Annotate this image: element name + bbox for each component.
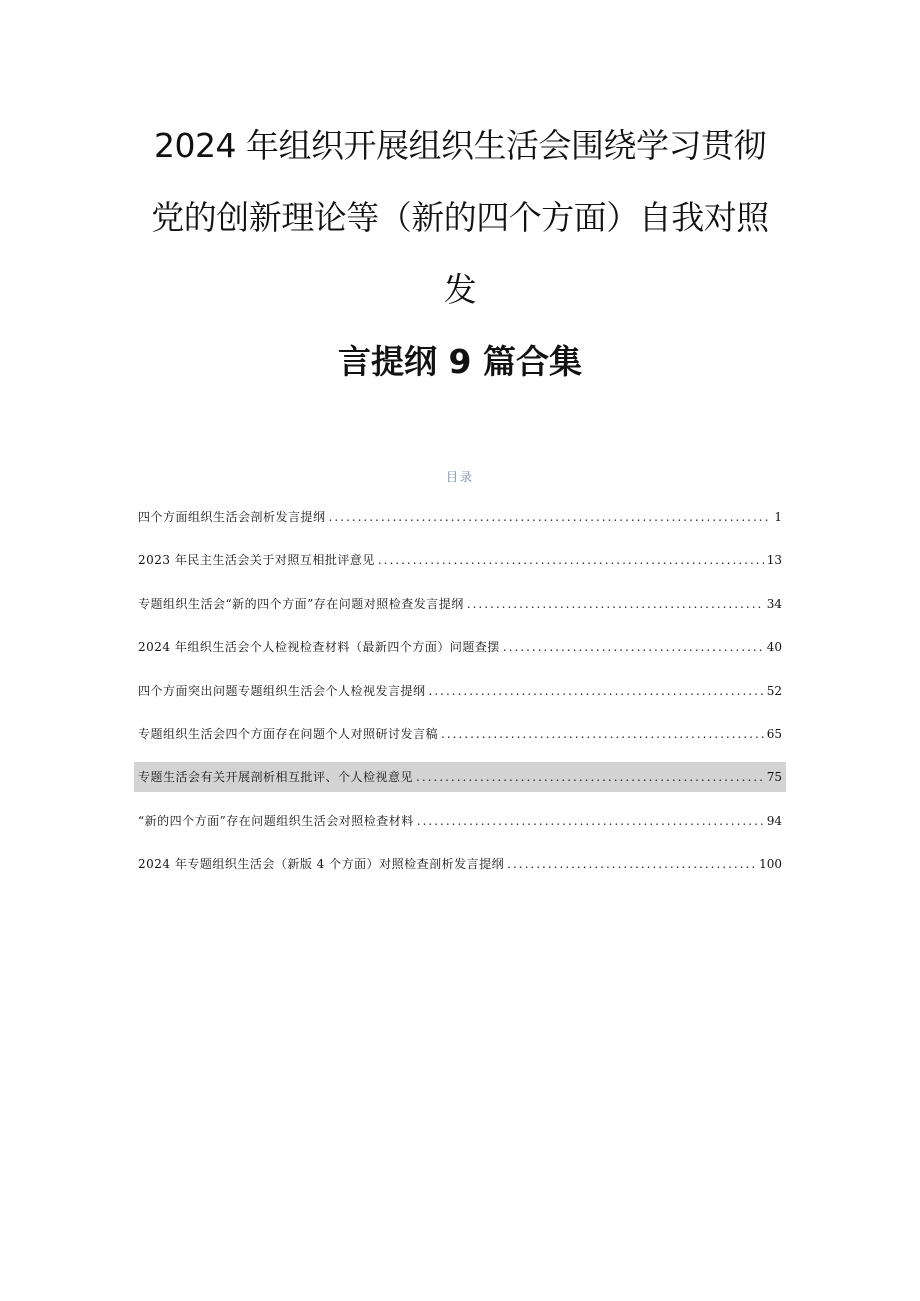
toc-entry-page: 65 xyxy=(766,726,782,741)
toc-entry-8[interactable] xyxy=(134,806,786,836)
toc-entry-title: 2023 年民主生活会关于对照互相批评意见 xyxy=(138,553,375,568)
toc-entry-title: “新的四个方面”存在问题组织生活会对照检查材料 xyxy=(138,813,414,828)
toc-leader-dots xyxy=(329,502,772,532)
title-line-2: 党的创新理论等（新的四个方面）自我对照 xyxy=(151,198,769,237)
toc-entry-page: 52 xyxy=(766,683,782,698)
toc-entry-7[interactable] xyxy=(134,762,786,792)
toc-leader-dots xyxy=(416,762,764,792)
toc-entry-title: 四个方面组织生活会剖析发言提纲 xyxy=(138,510,326,524)
toc-entry-title: 专题组织生活会“新的四个方面”存在问题对照检查发言提纲 xyxy=(138,596,464,611)
document-title xyxy=(0,128,920,416)
toc-heading: 目录 xyxy=(445,470,474,484)
toc-entry-page: 13 xyxy=(766,553,782,568)
toc-entry-page: 75 xyxy=(766,770,782,785)
toc-leader-dots xyxy=(429,676,764,706)
toc-entry-1[interactable] xyxy=(134,502,786,532)
toc-entry-title: 2024 年专题组织生活会（新版 4 个方面）对照检查剖析发言提纲 xyxy=(138,857,505,872)
toc-entry-page: 94 xyxy=(766,813,782,828)
toc-entry-5[interactable] xyxy=(134,676,786,706)
toc-entry-4[interactable] xyxy=(134,632,786,662)
toc-entry-title: 专题生活会有关开展剖析相互批评、个人检视意见 xyxy=(138,770,414,785)
toc-leader-dots xyxy=(378,545,764,575)
title-line-3: 发 xyxy=(443,270,477,309)
toc-entry-page: 40 xyxy=(766,640,782,655)
toc-entry-title: 2024 年组织生活会个人检视检查材料（最新四个方面）问题查摆 xyxy=(138,640,500,655)
toc-entry-page: 100 xyxy=(759,857,782,872)
title-line-4: 言提纲 9 篇合集 xyxy=(338,342,582,381)
toc-entry-title: 四个方面突出问题专题组织生活会个人检视发言提纲 xyxy=(138,683,426,698)
title-line-1: 2024 年组织开展组织生活会围绕学习贯彻 xyxy=(154,126,766,165)
toc-leader-dots xyxy=(441,719,764,749)
toc-leader-dots xyxy=(467,589,764,619)
toc-entry-2[interactable] xyxy=(134,545,786,575)
toc-entry-9[interactable] xyxy=(134,849,786,879)
toc-entry-title: 专题组织生活会四个方面存在问题个人对照研讨发言稿 xyxy=(138,726,439,741)
toc-entry-page: 1 xyxy=(774,510,782,524)
toc-entry-6[interactable] xyxy=(134,719,786,749)
toc-entry-page: 34 xyxy=(766,596,782,611)
toc-leader-dots xyxy=(507,849,756,879)
table-of-contents xyxy=(134,502,786,893)
toc-leader-dots xyxy=(417,806,764,836)
toc-entry-3[interactable] xyxy=(134,589,786,619)
toc-leader-dots xyxy=(503,632,764,662)
